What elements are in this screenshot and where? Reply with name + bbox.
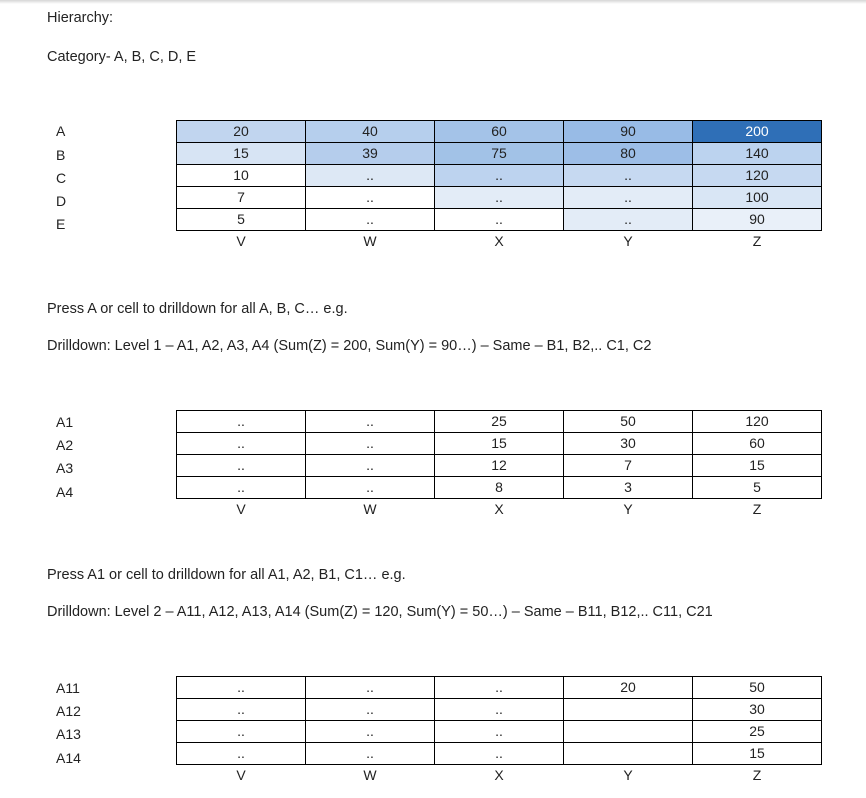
- row-label[interactable]: A4: [56, 484, 74, 500]
- table-cell[interactable]: 10: [177, 165, 306, 187]
- table-cell[interactable]: ..: [177, 477, 306, 499]
- table-row: [177, 121, 822, 143]
- table-cell[interactable]: ..: [435, 165, 564, 187]
- table-cell[interactable]: 50: [693, 677, 822, 699]
- level1-table: [176, 410, 822, 520]
- table-cell[interactable]: 39: [306, 143, 435, 165]
- row-label[interactable]: A: [56, 123, 66, 139]
- column-label: Y: [623, 767, 633, 783]
- table-cell[interactable]: 7: [177, 187, 306, 209]
- table-cell[interactable]: 120: [693, 411, 822, 433]
- table-cell[interactable]: 80: [564, 143, 693, 165]
- table-row: [177, 677, 822, 699]
- table-cell[interactable]: 25: [435, 411, 564, 433]
- column-label: V: [236, 501, 246, 517]
- row-label[interactable]: D: [56, 193, 67, 209]
- column-label: V: [236, 233, 246, 249]
- table-cell[interactable]: ..: [177, 699, 306, 721]
- table-cell[interactable]: ..: [177, 411, 306, 433]
- table-cell[interactable]: 15: [177, 143, 306, 165]
- row-label[interactable]: B: [56, 147, 66, 163]
- table-cell[interactable]: ..: [177, 743, 306, 765]
- level2-table: [176, 676, 822, 786]
- table-cell[interactable]: ..: [306, 209, 435, 231]
- table-cell[interactable]: 8: [435, 477, 564, 499]
- column-label: Z: [752, 233, 762, 249]
- column-label: W: [363, 767, 377, 783]
- hierarchy-title: Hierarchy:: [47, 10, 114, 26]
- column-label: Y: [623, 233, 633, 249]
- column-label: Z: [752, 501, 762, 517]
- table-cell[interactable]: 60: [435, 121, 564, 143]
- table-cell[interactable]: 5: [693, 477, 822, 499]
- table-cell[interactable]: 7: [564, 455, 693, 477]
- column-label: W: [363, 233, 377, 249]
- table-cell[interactable]: ..: [306, 433, 435, 455]
- column-label: X: [494, 233, 504, 249]
- table-cell[interactable]: 90: [564, 121, 693, 143]
- table-row: [177, 433, 822, 455]
- column-label: Y: [623, 501, 633, 517]
- table-cell[interactable]: 3: [564, 477, 693, 499]
- table-cell[interactable]: [564, 743, 693, 765]
- table-cell[interactable]: 30: [564, 433, 693, 455]
- table-cell[interactable]: 60: [693, 433, 822, 455]
- table-cell[interactable]: ..: [306, 677, 435, 699]
- table-cell[interactable]: [564, 699, 693, 721]
- level2-drilldown-description: Drilldown: Level 2 – A11, A12, A13, A14 (Sum(Z) = 120, Sum(Y) = 50…) – Same – B11, B12,.. C11, C21: [47, 604, 713, 620]
- table-cell[interactable]: ..: [435, 187, 564, 209]
- column-axis: [177, 499, 822, 521]
- table-row: [177, 165, 822, 187]
- table-cell[interactable]: 12: [435, 455, 564, 477]
- level0-heatmap-table: [176, 120, 822, 252]
- table-row: [177, 477, 822, 499]
- row-label[interactable]: A14: [56, 750, 81, 766]
- category-list: Category- A, B, C, D, E: [47, 49, 197, 65]
- table-cell[interactable]: 100: [693, 187, 822, 209]
- table-cell[interactable]: ..: [177, 677, 306, 699]
- table-cell[interactable]: ..: [306, 743, 435, 765]
- table-cell[interactable]: ..: [306, 165, 435, 187]
- table-cell[interactable]: [564, 721, 693, 743]
- table-cell[interactable]: ..: [306, 455, 435, 477]
- table-cell[interactable]: ..: [306, 477, 435, 499]
- table-cell[interactable]: 20: [177, 121, 306, 143]
- column-axis: [177, 231, 822, 253]
- row-label[interactable]: A2: [56, 437, 74, 453]
- table-cell[interactable]: ..: [306, 187, 435, 209]
- row-label[interactable]: E: [56, 216, 66, 232]
- table-row: [177, 187, 822, 209]
- column-label: X: [494, 501, 504, 517]
- table-cell[interactable]: 5: [177, 209, 306, 231]
- table-cell[interactable]: ..: [435, 677, 564, 699]
- level1-drilldown-description: Drilldown: Level 1 – A1, A2, A3, A4 (Sum(Z) = 200, Sum(Y) = 90…) – Same – B1, B2,.. C1, C2: [47, 338, 652, 354]
- table-cell[interactable]: 75: [435, 143, 564, 165]
- table-cell[interactable]: ..: [177, 455, 306, 477]
- table-cell[interactable]: ..: [435, 699, 564, 721]
- table-cell[interactable]: ..: [564, 209, 693, 231]
- table-cell[interactable]: 50: [564, 411, 693, 433]
- table-cell[interactable]: ..: [177, 721, 306, 743]
- table-cell[interactable]: 15: [693, 455, 822, 477]
- table-row: [177, 143, 822, 165]
- table-row: [177, 455, 822, 477]
- table-cell[interactable]: ..: [435, 743, 564, 765]
- column-axis: [177, 765, 822, 787]
- table-cell[interactable]: ..: [564, 165, 693, 187]
- table-cell[interactable]: ..: [306, 699, 435, 721]
- table-cell[interactable]: ..: [435, 209, 564, 231]
- column-label: Z: [752, 767, 762, 783]
- table-cell[interactable]: 15: [693, 743, 822, 765]
- table-cell[interactable]: 20: [564, 677, 693, 699]
- column-label: X: [494, 767, 504, 783]
- table-row: [177, 721, 822, 743]
- table-cell[interactable]: 15: [435, 433, 564, 455]
- table-row: [177, 699, 822, 721]
- column-label: V: [236, 767, 246, 783]
- row-label[interactable]: A3: [56, 460, 74, 476]
- table-cell[interactable]: 90: [693, 209, 822, 231]
- table-cell[interactable]: ..: [564, 187, 693, 209]
- table-cell[interactable]: ..: [306, 721, 435, 743]
- level1-instruction: Press A or cell to drilldown for all A, B, C… e.g.: [47, 301, 348, 317]
- table-row: [177, 743, 822, 765]
- table-row: [177, 209, 822, 231]
- table-cell[interactable]: 120: [693, 165, 822, 187]
- row-label[interactable]: A12: [56, 703, 81, 719]
- row-label[interactable]: C: [56, 170, 67, 186]
- level2-instruction: Press A1 or cell to drilldown for all A1, A2, B1, C1… e.g.: [47, 567, 406, 583]
- table-cell[interactable]: ..: [177, 433, 306, 455]
- table-cell[interactable]: 140: [693, 143, 822, 165]
- table-cell[interactable]: 200: [693, 121, 822, 143]
- table-cell[interactable]: ..: [435, 721, 564, 743]
- row-label[interactable]: A11: [56, 680, 80, 696]
- column-label: W: [363, 501, 377, 517]
- table-cell[interactable]: ..: [306, 411, 435, 433]
- table-cell[interactable]: 25: [693, 721, 822, 743]
- row-label[interactable]: A13: [56, 726, 81, 742]
- row-label[interactable]: A1: [56, 414, 74, 430]
- table-cell[interactable]: 30: [693, 699, 822, 721]
- top-shadow: [0, 0, 866, 4]
- table-row: [177, 411, 822, 433]
- table-cell[interactable]: 40: [306, 121, 435, 143]
